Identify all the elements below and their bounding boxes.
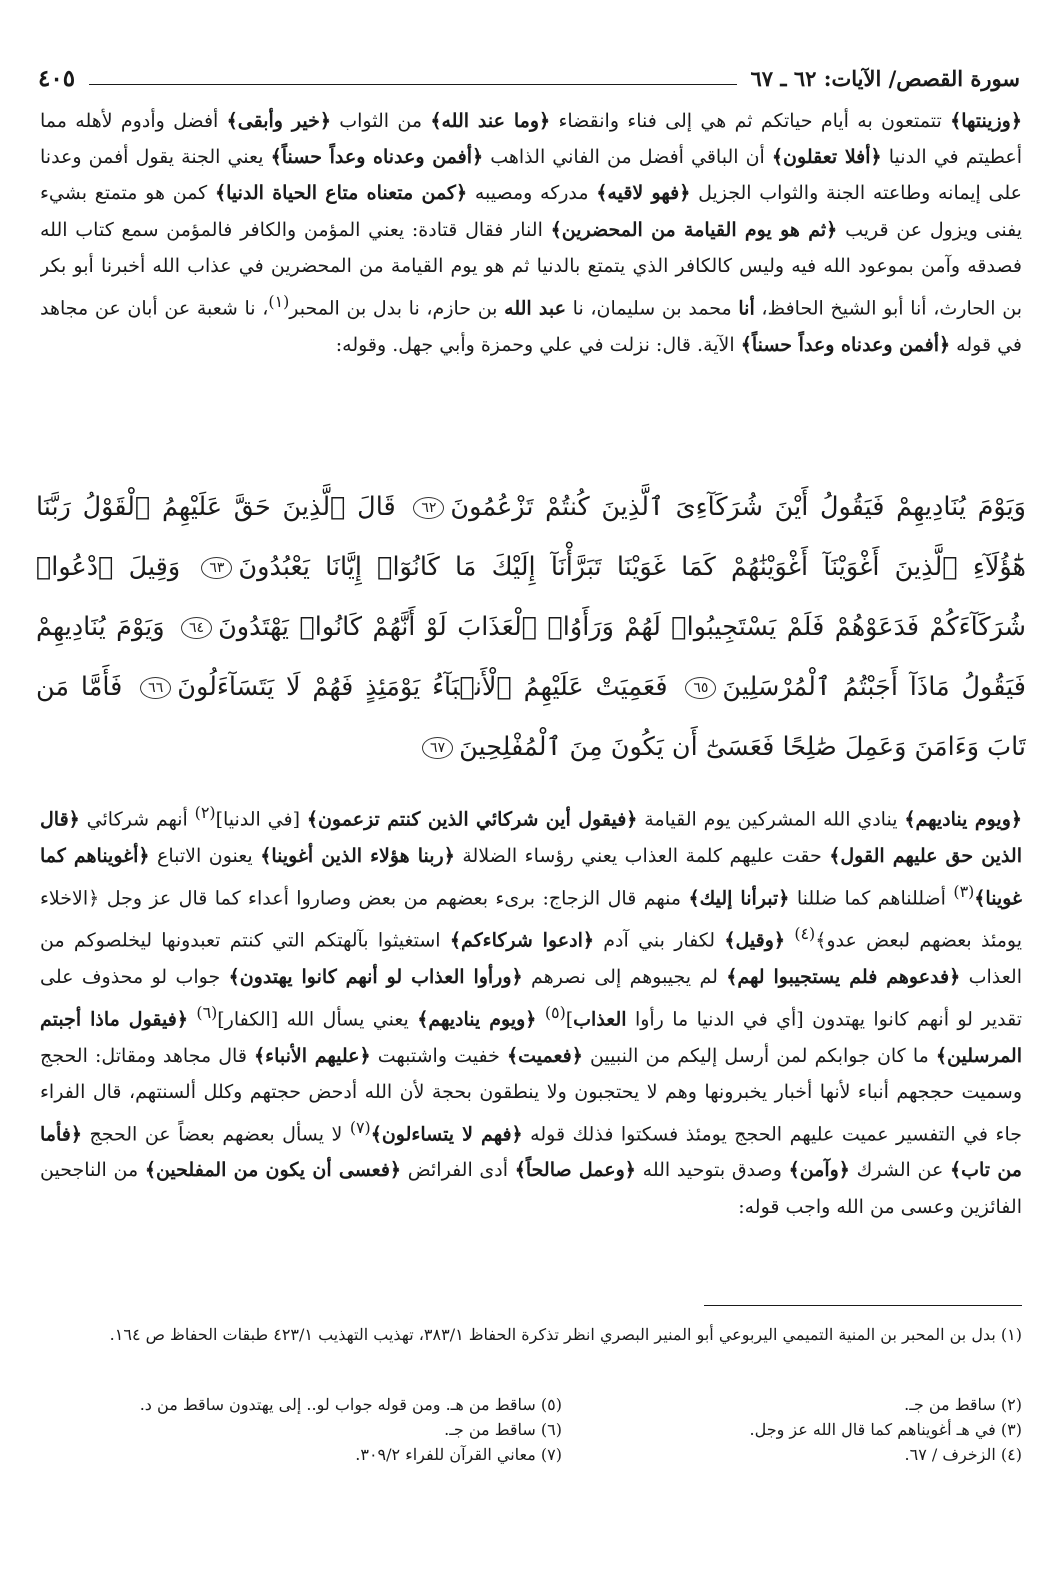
footnote-ref: (٤) [794,924,816,944]
text: من الثواب [330,110,431,132]
quote: ﴿قال الذين حق عليهم القول﴾ [40,808,1022,867]
text: يعنون الاتباع [149,844,261,867]
quote: ﴿ويوم يناديهم﴾ [417,1008,537,1031]
text: ، نا شعبة عن أبان عن مجاهد في قوله [40,297,1022,356]
quote: ﴿أفمن وعدناه وعداً حسناً﴾ [270,146,484,169]
text: ما كان جوابكم لمن أرسل إليكم من النبيين [582,1044,936,1067]
quote: ﴿وزينتها﴾ [950,110,1022,132]
commentary-paragraph-2 [40,795,1022,1293]
text: خفيت واشتبهت [370,1044,507,1067]
verse-67: فَأَمَّا مَن تَابَ وَءَامَنَ وَعَمِلَ صَٰلِحًا فَعَسَىٰٓ أَن يَكُونَ مِنَ ٱلْمُفْلِحِينَ [36,672,1026,762]
quote: ﴿فهو لاقيه﴾ [596,182,691,205]
ayah-marker: ٦٢ [413,497,444,519]
verse-62: وَيَوْمَ يُنَادِيهِمْ فَيَقُولُ أَيْنَ شُرَكَآءِىَ ٱلَّذِينَ كُنتُمْ تَزْعُمُونَ [450,492,1026,522]
ayah-marker: ٦٥ [685,677,716,699]
quote: ﴿ادعوا شركاءكم﴾ [449,929,594,952]
quote: العذاب [573,1008,627,1031]
text: ] [565,1008,574,1031]
text: لكفار بني آدم [594,929,725,952]
quote: ﴿أغويناهم كما غوينا﴾ [40,844,1022,910]
header-rule [89,84,736,85]
quote: ﴿عليهم الأنباء﴾ [254,1044,371,1067]
verse-63: قَالَ ٱلَّذِينَ حَقَّ عَلَيْهِمُ ٱلْقَوْلُ رَبَّنَا هَٰٓؤُلَآءِ ٱلَّذِينَ أَغْوَيْنَآ أَغْوَيْنَٰهُمْ كَمَا غَوَيْنَا تَبَرَّأْنَآ إِلَيْكَ مَا كَانُوٓا۟ إِيَّانَا يَعْبُدُونَ [36,492,1026,582]
quote: ﴿وآمن﴾ [788,1159,850,1182]
quote: ﴿فيقول ماذا أجبتم المرسلين﴾ [40,1008,1022,1067]
text [536,1008,544,1030]
quote: ﴿فيقول أين شركائي الذين كنتم تزعمون﴾ [306,808,638,831]
ayah-marker: ٦٤ [181,617,212,639]
text: أضللناهم كما ضللنا [789,887,954,910]
footnote-2: (٢) ساقط من جـ. [904,1395,1022,1414]
quote: ﴿تبرأنا إليك﴾ [688,887,790,910]
quote: ﴿كمن متعناه متاع الحياة الدنيا﴾ [214,182,468,205]
text: عن الشرك [849,1159,950,1182]
ayah-marker: ٦٦ [140,677,171,699]
quote: ﴿فهم لا يتساءلون﴾ [370,1123,523,1146]
quote: ﴿ويوم يناديهم﴾ [904,808,1022,831]
text: استغيثوا بآلهتكم التي كنتم تعبدونها ليخلصوكم من العذاب [40,929,1022,988]
text: الآية. قال: نزلت في علي وحمزة وأبي جهل. وقوله: [335,333,741,356]
text: يعني الجنة يقول أفمن وعدنا على إيمانه وطاعته الجنة والثواب الجزيل [40,146,1022,205]
quote: ﴿وقيل﴾ [724,929,786,952]
footnote-ref: (٢) [194,803,216,822]
footnote-ref: (٣) [953,881,975,901]
narrator: عبد الله [504,297,566,320]
quote: ﴿وعمل صالحاً﴾ [514,1159,636,1182]
quran-verses [36,477,1026,779]
ayah-marker: ٦٣ [201,557,232,579]
quote: ﴿وما عند الله﴾ [430,110,551,132]
quote: ﴿فأما من تاب﴾ [40,1123,1022,1182]
quote: ﴿خير وأبقى﴾ [226,110,331,132]
footnote-ref: (١) [268,292,290,312]
text: وصدق بتوحيد الله [635,1159,789,1182]
text: النار فقال قتادة: يعني المؤمن والكافر فالمؤمن سمع كتاب الله فصدقه وآمن بموعود الله فيه وليس كالكافر الذي يتمتع بالدنيا ثم هو يوم القيامة من المحضرين في عذاب الله أخبرنا أبو بكر بن الحارث، أنا أبو الشيخ الحافظ، [40,218,1022,320]
text: بن حازم، نا بدل بن المحبر [289,297,505,320]
text: [في الدنيا] [215,808,307,831]
footnote-7: (٧) معاني القرآن للفراء ٣٠٩/٢. [355,1445,562,1464]
footnote-1: (١) بدل بن المحبر بن المنية التميمي اليربوعي أبو المنير البصري انظر تذكرة الحفاظ ٣٨٣/١، تهذيب التهذيب ٤٢٣/١ طبقات الحفاظ ص ١٦٤. [109,1325,1022,1344]
footnotes-column-left [42,1392,562,1467]
footnote-6: (٦) ساقط من جـ. [444,1420,562,1439]
quote: ﴿ربنا هؤلاء الذين أغوينا﴾ [260,844,455,867]
text: قال مجاهد ومقاتل: الحجج وسميت حججهم أنباء لأنها أخبار يخبرونها وهم لا يحتجبون ولا ينطقون بحجة لأن الله أدحض حجتهم وكلل ألسنتهم، قال الفراء جاء في التفسير عميت عليهم الحجج يومئذ فسكتوا فذلك قوله [40,1044,1022,1146]
verse-66: فَعَمِيَتْ عَلَيْهِمُ ٱلْأَنۢبَآءُ يَوْمَئِذٍ فَهُمْ لَا يَتَسَآءَلُونَ [177,672,668,702]
quote: ﴿فعميت﴾ [506,1044,583,1067]
text: منهم قال الزجاج: برىء بعضهم من بعض وصاروا أعداء كما قال عز وجل ﴿الاخلاء يومئذ بعضهم لبعض عدو﴾ [40,887,1022,952]
footnote-4: (٤) الزخرف / ٦٧. [904,1445,1022,1464]
text: تتمتعون به أيام حياتكم ثم هي إلى فناء وانقضاء [550,110,951,132]
text: ينادي الله المشركين يوم القيامة [637,808,905,831]
running-header [38,58,1020,98]
quote: ﴿فدعوهم فلم يستجيبوا لهم﴾ [726,965,961,988]
surah-title: سورة القصص/ الآيات: ٦٢ ـ ٦٧ [750,65,1020,91]
text: أنهم شركائي [79,808,195,831]
text: جواب لو محذوف على تقدير لو أنهم كانوا يهتدون [أي في الدنيا ما رأوا [40,965,1022,1031]
text: أن الباقي أفضل من الفاني الذاهب [483,146,772,169]
footnote-3: (٣) في هـ أغويناهم كما قال الله عز وجل. [749,1420,1022,1439]
footnote-ref: (٦) [196,1003,218,1022]
text: محمد بن سليمان، نا [565,297,739,320]
verse-64: وَقِيلَ ٱدْعُوا۟ شُرَكَآءَكُمْ فَدَعَوْهُمْ فَلَمْ يَسْتَجِيبُوا۟ لَهُمْ وَرَأَوُا۟ ٱلْعَذَابَ لَوْ أَنَّهُمْ كَانُوا۟ يَهْتَدُونَ [36,552,1026,642]
text: يعني يسأل الله [الكفار] [217,1008,418,1031]
text: أفضل وأدوم لأهله مما أعطيتم في الدنيا [40,110,1022,169]
footnote-ref: (٥) [544,1003,566,1022]
text: كمن هو متمتع بشيء يفنى ويزول عن قريب [40,182,1022,241]
quote: ﴿ثم هو يوم القيامة من المحضرين﴾ [550,218,838,241]
text: مدركه ومصيبه [467,182,597,205]
quote: ﴿أفلا تعقلون﴾ [771,146,882,169]
quote: ﴿فعسى أن يكون من المفلحين﴾ [144,1159,402,1182]
text: لا يسأل بعضهم بعضاً عن الحجج [81,1123,350,1146]
footnote-rule [704,1305,1022,1306]
verse-65: وَيَوْمَ يُنَادِيهِمْ فَيَقُولُ مَاذَآ أَجَبْتُمُ ٱلْمُرْسَلِينَ [36,612,1026,702]
ayah-marker: ٦٧ [422,737,453,759]
footnotes-column-right [692,1392,1022,1467]
text: حقت عليهم كلمة العذاب يعني رؤساء الضلالة [454,844,830,867]
text: أدى الفرائض [401,1159,515,1182]
footnote-5: (٥) ساقط من هـ. ومن قوله جواب لو.. إلى يهتدون ساقط من د. [139,1395,562,1414]
text: من الناجحين الفائزين وعسى من الله واجب قوله: [40,1159,1022,1218]
footnote-ref: (٧) [349,1117,371,1137]
text: لم يجيبوهم إلى نصرهم [522,965,727,988]
quote: ﴿ورأوا العذاب لو أنهم كانوا يهتدون﴾ [228,965,523,988]
narrator: أنا [738,297,755,320]
page-number: ٤٠٥ [38,64,76,92]
commentary-paragraph-1 [40,103,1022,469]
quote: ﴿أفمن وعدناه وعداً حسناً﴾ [740,333,951,356]
